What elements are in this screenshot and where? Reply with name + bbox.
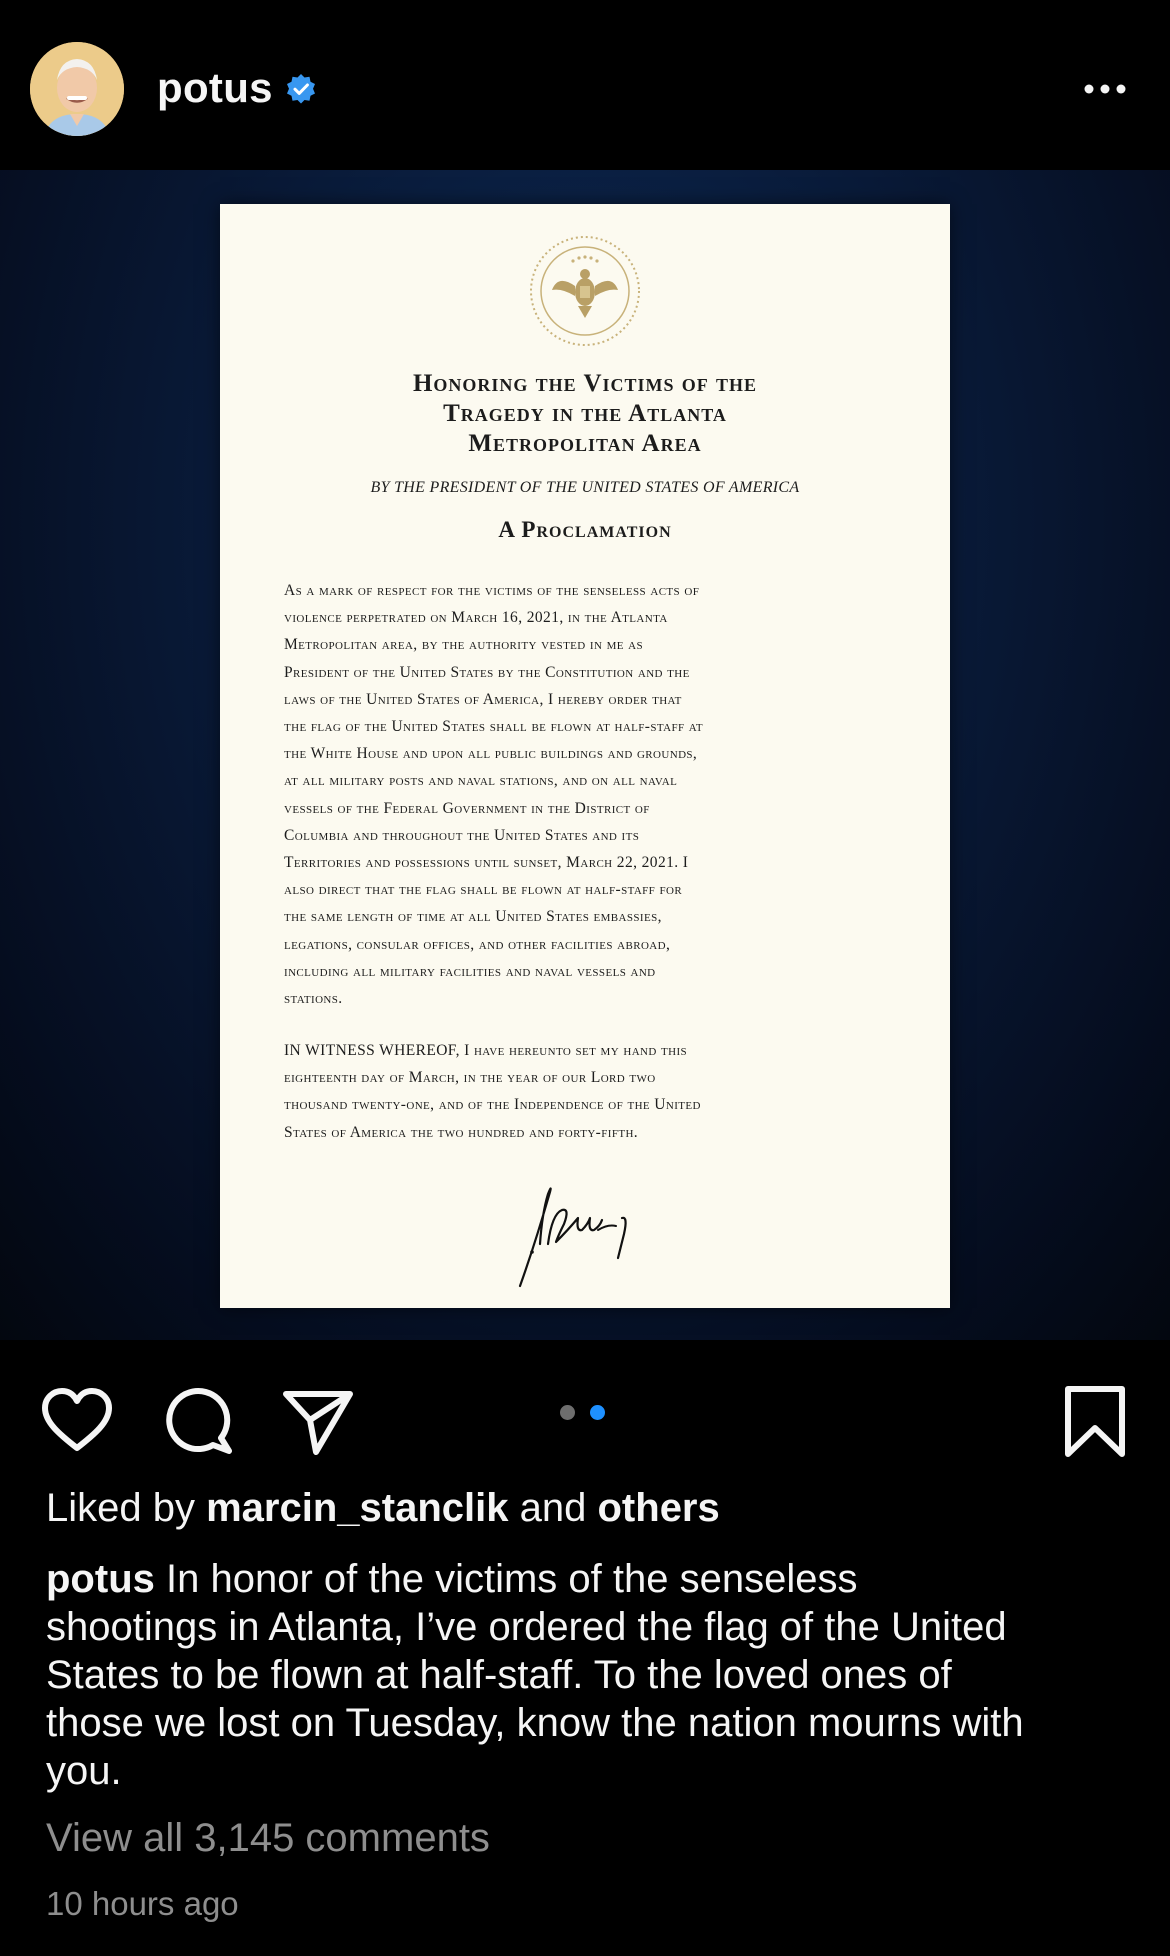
caption-text-line: you.: [46, 1749, 122, 1793]
post-header: [0, 0, 1170, 170]
document-witness-line: States of America the two hundred and forty-fifth.: [284, 1123, 639, 1141]
caption-text-line: In honor of the victims of the senseless: [154, 1557, 858, 1601]
document-body: [284, 577, 904, 1012]
caption-text-line: States to be flown at half-staff. To the loved ones of: [46, 1653, 952, 1697]
heart-icon[interactable]: [37, 1382, 117, 1462]
proclamation-document: [220, 204, 950, 1308]
document-witness-line: IN WITNESS WHEREOF, I have hereunto set my hand this: [284, 1042, 688, 1059]
view-all-comments-link[interactable]: View all 3,145 comments: [46, 1816, 490, 1860]
carousel-dot-active: [590, 1405, 605, 1420]
document-witness-line: thousand twenty-one, and of the Independence of the United: [284, 1096, 701, 1114]
document-body-line: Territories and possessions until sunset, March 22, 2021. I: [284, 854, 689, 872]
document-body-line: violence perpetrated on March 16, 2021, in the Atlanta: [284, 609, 668, 627]
post-image[interactable]: [0, 170, 1170, 1340]
document-byline: BY THE PRESIDENT OF THE UNITED STATES OF AMERICA: [370, 479, 800, 496]
document-body-line: laws of the United States of America, I hereby order that: [284, 690, 682, 708]
verified-badge-icon: [285, 73, 317, 105]
document-body-line: legations, consular offices, and other facilities abroad,: [284, 935, 671, 953]
document-body-line: the White House and upon all public buildings and grounds,: [284, 745, 698, 763]
comment-icon[interactable]: [158, 1382, 238, 1462]
document-body-line: at all military posts and naval stations, and on all naval: [284, 772, 678, 790]
document-body-line: President of the United States by the Constitution and the: [284, 663, 690, 681]
document-body-line: stations.: [284, 990, 343, 1008]
avatar-portrait: [30, 42, 124, 136]
post-caption: [46, 1555, 1136, 1795]
liked-by-username[interactable]: marcin_stanclik: [206, 1486, 509, 1530]
likes-prefix: Liked by: [46, 1486, 195, 1530]
document-body-line: the flag of the United States shall be flown at half-staff at: [284, 718, 704, 736]
carousel-dot: [560, 1405, 575, 1420]
more-horizontal-icon[interactable]: [1075, 70, 1135, 110]
document-title-line: Honoring the Victims of the: [412, 370, 758, 397]
document-title-line: Metropolitan Area: [468, 430, 702, 457]
document-witness-line: eighteenth day of March, in the year of our Lord two: [284, 1069, 656, 1087]
signature: [490, 1174, 660, 1289]
caption-username[interactable]: potus: [46, 1557, 155, 1601]
send-icon[interactable]: [278, 1382, 358, 1462]
bookmark-icon[interactable]: [1055, 1382, 1135, 1462]
document-body-line: vessels of the Federal Government in the District of: [284, 799, 650, 817]
caption-text-line: those we lost on Tuesday, know the nation mourns with: [46, 1701, 1024, 1745]
document-body-line: As a mark of respect for the victims of the senseless acts of: [284, 582, 700, 599]
document-witness: [284, 1037, 904, 1146]
likes-others-link[interactable]: others: [597, 1486, 720, 1530]
likes-summary[interactable]: [46, 1486, 720, 1531]
likes-middle: and: [519, 1486, 587, 1530]
caption-text-line: shootings in Atlanta, I’ve ordered the flag of the United: [46, 1605, 1007, 1649]
document-body-line: the same length of time at all United States embassies,: [284, 908, 662, 926]
presidential-seal-icon: [528, 234, 642, 348]
header-username[interactable]: potus: [157, 64, 273, 111]
document-title: [260, 369, 910, 459]
avatar[interactable]: [30, 42, 124, 136]
document-title-line: Tragedy in the Atlanta: [443, 400, 727, 427]
document-body-line: Metropolitan area, by the authority vested in me as: [284, 636, 644, 654]
caption-first-line: [46, 1555, 1136, 1603]
document-heading: A Proclamation: [498, 517, 672, 542]
document-body-line: Columbia and throughout the United States and its: [284, 826, 640, 844]
post-actions-bar: [0, 1340, 1170, 1490]
post-timestamp: 10 hours ago: [46, 1885, 239, 1922]
document-body-line: including all military facilities and naval vessels and: [284, 962, 656, 980]
document-body-line: also direct that the flag shall be flown at half-staff for: [284, 881, 683, 899]
